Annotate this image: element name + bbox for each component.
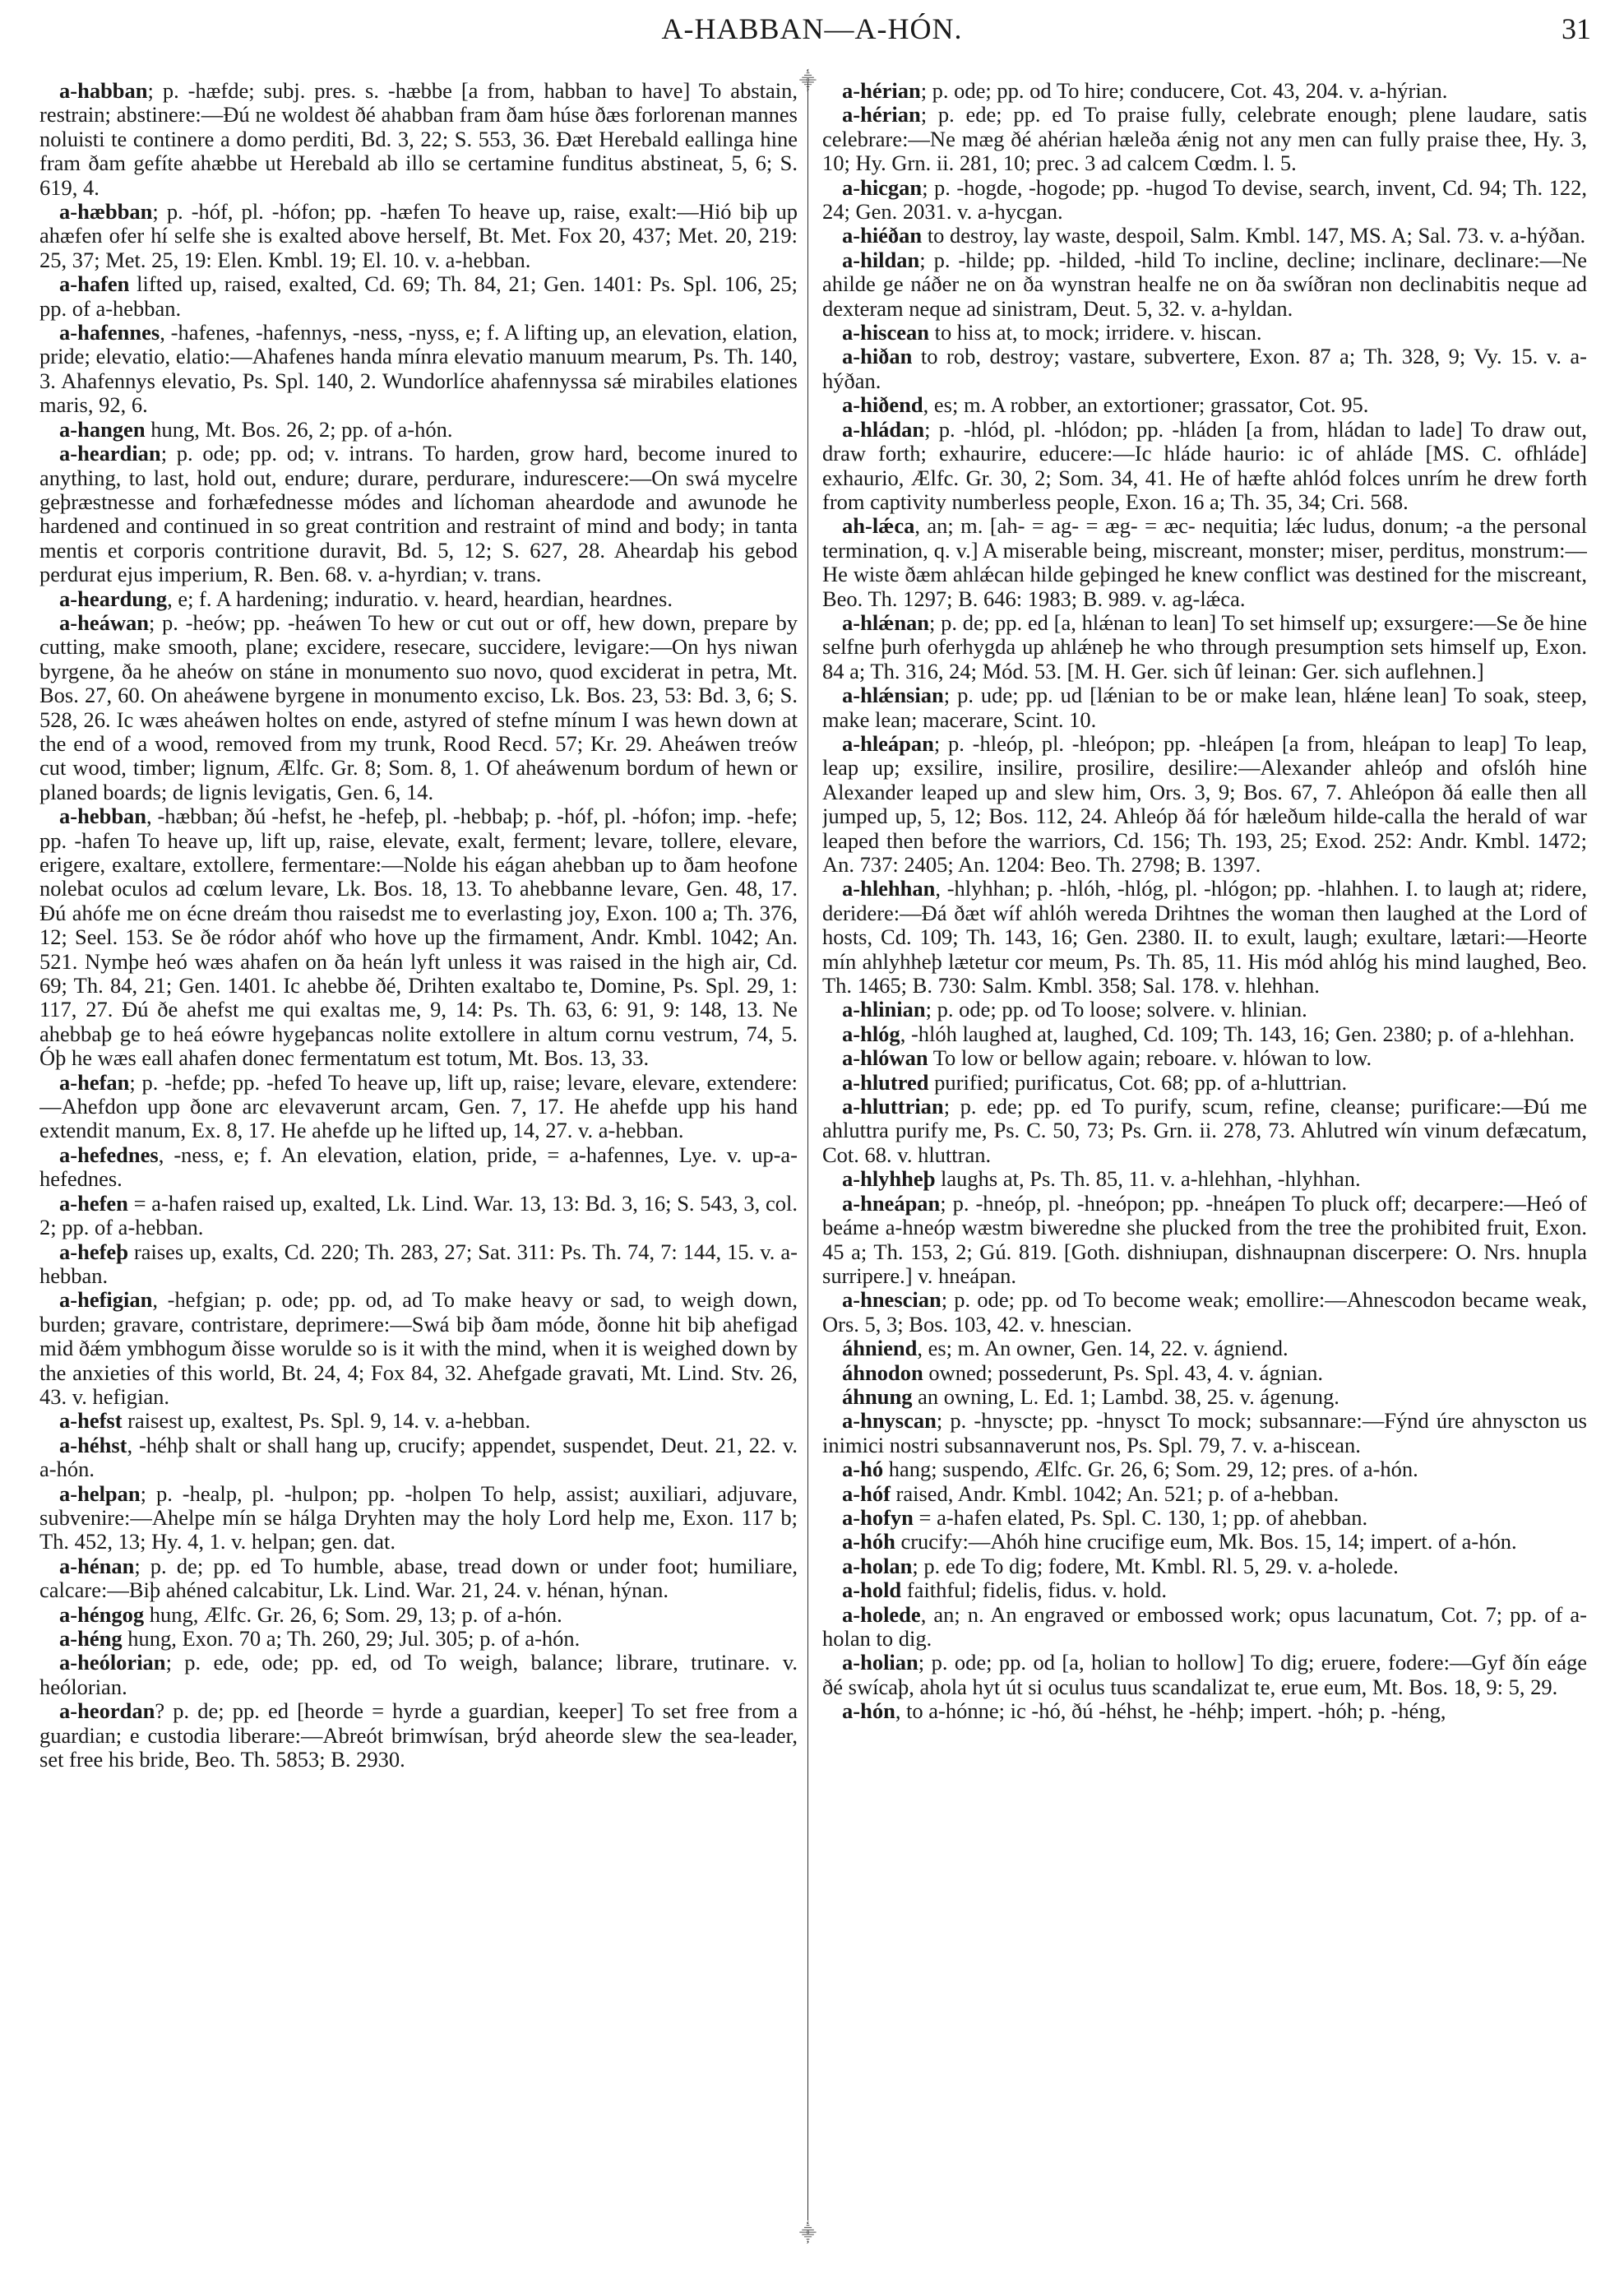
entry-definition: ; p. ede To dig; fodere, Mt. Kmbl. Rl. 5, 29. v. a-holede.	[912, 1553, 1399, 1578]
dictionary-entry	[822, 393, 1587, 417]
headword: a-hefednes	[59, 1142, 159, 1167]
headword: a-helpan	[59, 1480, 141, 1506]
dictionary-entry	[39, 418, 798, 442]
dictionary-entry	[822, 1482, 1587, 1506]
dictionary-entry	[822, 1288, 1587, 1337]
headword: a-heardian	[59, 441, 161, 466]
dictionary-entry	[39, 79, 798, 200]
entry-definition: , an; n. An engraved or embossed work; opus lacunatum, Cot. 7; pp. of a-holan to dig.	[822, 1601, 1587, 1651]
entry-definition: ; p. -hlód, pl. -hlódon; pp. -hláden [a from, hládan to lade] To draw out, draw forth; exhaurire, educere:—Ic hláde haurio: ic of ahláde [MS. C. ofhláde] exhaurio, Ælfc. Gr. 30, 2; Som. 34, 41. He of hæfte ahlód folces unrím he drew forth from captivity numberless people, Exon. 16 a; Th. 35, 34; Cri. 568.	[822, 416, 1587, 514]
headword: a-holan	[842, 1553, 913, 1578]
headword: a-heordan	[59, 1698, 155, 1724]
page-header	[0, 12, 1624, 53]
entry-definition: = a-hafen elated, Ps. Spl. C. 130, 1; pp. of ahebban.	[913, 1504, 1368, 1530]
headword: a-hnescian	[842, 1287, 942, 1313]
entry-definition: ; p. de; pp. ed To humble, abase, tread down or under foot; humiliare, calcare:—Biþ ahéned calcabitur, Lk. Lind. War. 21, 24. v. hénan, hýnan.	[39, 1553, 798, 1603]
headword: a-hæbban	[59, 199, 153, 225]
dictionary-entry	[822, 1022, 1587, 1046]
headword: a-hneápan	[842, 1190, 941, 1216]
entry-definition: hung, Ælfc. Gr. 26, 6; Som. 29, 13; p. of a-hón.	[144, 1601, 562, 1627]
entry-definition: raisest up, exaltest, Ps. Spl. 9, 14. v. a-hebban.	[122, 1408, 531, 1434]
headword: a-héhst	[59, 1432, 127, 1457]
ornament-bottom-icon: ⸎	[799, 2225, 817, 2243]
entry-definition: ; p. ode; pp. od; v. intrans. To harden, grow hard, become inured to anything, to last, hold out, endure; durare, perdurare, indurescere:—On swá mycelre geþræstnesse and forhæfednesse módes and líchoman aheardode and awunode he hardened and continued in so great contrition and restraint of mind and body; in tanta mentis et corporis contritione duravit, Bd. 5, 12; S. 627, 28. Aheardaþ his gebod perdurat ejus imperium, R. Ben. 68. v. a-hyrdian; v. trans.	[39, 441, 798, 587]
headword: a-hafen	[59, 271, 130, 297]
headword: a-hérian	[842, 79, 921, 103]
headword: a-hangen	[59, 416, 146, 442]
dictionary-entry	[39, 611, 798, 804]
headword: a-hleápan	[842, 730, 934, 756]
headword: a-hnyscan	[842, 1408, 937, 1434]
page-number: 31	[1562, 12, 1591, 45]
entry-definition: ; p. ede, ode; pp. ed, od To weigh, balance; librare, trutinare. v. heólorian.	[39, 1650, 798, 1699]
dictionary-entry	[39, 272, 798, 321]
headword: a-hefen	[59, 1190, 128, 1216]
right-column	[822, 79, 1587, 2242]
dictionary-entry	[39, 1482, 798, 1554]
headword: a-habban	[59, 79, 148, 103]
headword: a-hefst	[59, 1408, 123, 1434]
dictionary-entry	[822, 1337, 1587, 1360]
entry-definition: , -hæbban; ðú -hefst, he -hefeþ, pl. -hebbaþ; p. -hóf, pl. -hófon; imp. -hefe; pp. -hafen To heave up, lift up, raise, elevate, exalt, ferment; levare, tollere, elevare, erigere, exaltare, extollere, fermentare:—Nolde his eágan ahebban up to ðam heofone nolebat oculos ad cœlum levare, Lk. Bos. 18, 13. To ahebbanne levare, Gen. 48, 17. Ðú ahófe me on écne dreám thou raisedst me to everlasting joy, Exon. 100 a; Th. 376, 12; Seel. 153. Se ðe ródor ahóf who hove up the firmament, Andr. Kmbl. 1042; An. 521. Nymþe heó wæs ahafen on ða heán lyft unless it was raised in the high air, Cd. 69; Th. 84, 21; Gen. 1401. Ic ahebbe ðé, Drihten exaltabo te, Domine, Ps. Spl. 29, 1: 117, 27. Ðú ðe ahefst me qui exaltas me, 9, 14: Ps. Th. 63, 6: 91, 9: 148, 13. Ne ahebbaþ ge to heá eówre hygeþancas nolite extollere in altum cornu vestrum, 74, 5. Óþ he wæs eall ahafen donec fermentatum est totum, Mt. Bos. 13, 33.	[39, 804, 798, 1071]
entry-definition: , e; f. A hardening; induratio. v. heard, heardian, heardnes.	[167, 586, 673, 611]
entry-definition: , -hefgian; p. ode; pp. od, ad To make heavy or sad, to weigh down, burden; gravare, contristare, deprimere:—Swá biþ ðam móde, ðonne hit biþ ahefigad mid ðǽm ymbhogum ðisse worulde so is it with the mind, when it is weighed down by the anxieties of this world, Bt. 24, 4; Fox 84, 32. Ahefgade gravati, Mt. Lind. Stv. 26, 43. v. hefigian.	[39, 1287, 798, 1409]
ornament-top-icon: ⸎	[799, 72, 817, 90]
headword: áhnung	[842, 1383, 913, 1409]
dictionary-entry	[822, 611, 1587, 683]
headword: a-hiðend	[842, 392, 923, 418]
dictionary-entry	[39, 1651, 798, 1699]
headword: a-hlǽnsian	[842, 683, 944, 708]
dictionary-entry	[39, 1143, 798, 1192]
dictionary-entry	[822, 1385, 1587, 1409]
headword: áhniend	[842, 1336, 918, 1361]
headword: a-hofyn	[842, 1504, 914, 1530]
headword: a-héng	[59, 1626, 123, 1651]
dictionary-entry	[822, 248, 1587, 321]
entry-definition: purified; purificatus, Cot. 68; pp. of a-hluttrian.	[928, 1069, 1348, 1095]
dictionary-entry	[822, 1651, 1587, 1699]
headword: a-hlóg	[842, 1021, 900, 1046]
dictionary-entry	[39, 1192, 798, 1240]
entry-definition: an owning, L. Ed. 1; Lambd. 38, 25. v. ágenung.	[912, 1383, 1339, 1409]
entry-definition: To low or bellow again; reboare. v. hlówan to low.	[928, 1045, 1372, 1071]
dictionary-entry	[822, 1095, 1587, 1167]
dictionary-entry	[822, 732, 1587, 877]
headword: a-hó	[842, 1457, 884, 1482]
entry-definition: , es; m. A robber, an extortioner; grassator, Cot. 95.	[923, 392, 1369, 418]
dictionary-entry	[39, 1554, 798, 1603]
entry-definition: , -hlyhhan; p. -hlóh, -hlóg, pl. -hlógon; pp. -hlahhen. I. to laugh at; ridere, deridere:—Ðá ðæt wíf ahlóh wereda Drihtnes the woman then laughed at the Lord of hosts, Cd. 109; Th. 143, 16; Gen. 2380. II. to exult, laugh; exultare, lætari:—Heorte mín ahlyhheþ lætetur cor meum, Ps. Th. 85, 11. His mód ahlóg his mind laughed, Beo. Th. 1465; B. 730: Salm. Kmbl. 358; Sal. 178. v. hlehhan.	[822, 876, 1587, 998]
entry-definition: to hiss at, to mock; irridere. v. hiscan.	[929, 320, 1262, 345]
dictionary-entry	[39, 1409, 798, 1433]
headword: a-hlinian	[842, 997, 926, 1022]
entry-definition: ; p. -healp, pl. -hulpon; pp. -holpen To help, assist; auxiliari, adjuvare, subvenire:—Ahelpe mín se hálga Dryhten may the holy Lord help me, Exon. 117 b; Th. 452, 13; Hy. 4, 1. v. helpan; gen. dat.	[39, 1480, 798, 1554]
headword: a-hlehhan	[842, 876, 936, 901]
entry-definition: faithful; fidelis, fidus. v. hold.	[901, 1577, 1168, 1603]
entry-definition: to rob, destroy; vastare, subvertere, Exon. 87 a; Th. 328, 9; Vy. 15. v. a-hýðan.	[822, 344, 1587, 393]
dictionary-entry	[822, 321, 1587, 345]
dictionary-entry	[39, 1240, 798, 1289]
dictionary-entry	[822, 79, 1587, 103]
headword: a-héngog	[59, 1601, 145, 1627]
dictionary-entry	[39, 1699, 798, 1772]
dictionary-entry	[39, 1288, 798, 1409]
headword: ah-lǽca	[842, 513, 915, 539]
dictionary-entry	[822, 1603, 1587, 1652]
entry-definition: ; p. ode; pp. od To loose; solvere. v. hlinian.	[925, 997, 1307, 1022]
headword: a-hildan	[842, 247, 920, 272]
entry-definition: , -hafenes, -hafennys, -ness, -nyss, e; f. A lifting up, an elevation, elation, pride; elevatio, elatio:—Ahafenes handa mínra elevatio manuum mearum, Ps. Th. 140, 3. Ahafennys elevatio, Ps. Spl. 140, 2. Wundorlíce ahafennyssa sǽ mirabiles elationes maris, 92, 6.	[39, 320, 798, 418]
entry-definition: ; p. ode; pp. od To hire; conducere, Cot. 43, 204. v. a-hýrian.	[920, 79, 1448, 103]
entry-definition: = a-hafen raised up, exalted, Lk. Lind. War. 13, 13: Bd. 3, 16; S. 543, 3, col. 2; pp. of a-hebban.	[39, 1190, 798, 1240]
entry-definition: ; p. -hleóp, pl. -hleópon; pp. -hleápen [a from, hleápan to leap] To leap, leap up; exsilire, insilire, prosilire, desilire:—Alexander ahleóp and ofslóh hine Alexander leaped up and slew him, Ors. 3, 9; Bos. 67, 7. Ahleópon ðá ealle then all jumped up, 5, 12; Bos. 112, 24. Ahleóp ðá fór hæleðum hilde-calla the herald of war leaped then before the warriors, Cd. 156; Th. 193, 25; Exod. 252: Andr. Kmbl. 1472; An. 737: 2405; An. 1204: Beo. Th. 2798; B. 1397.	[822, 730, 1587, 877]
entry-definition: hung, Mt. Bos. 26, 2; pp. of a-hón.	[145, 416, 453, 442]
column-divider	[807, 82, 808, 2221]
dictionary-entry	[822, 514, 1587, 611]
headword: a-hóf	[842, 1480, 891, 1506]
entry-definition: ; p. de; pp. ed [a, hlǽnan to lean] To set himself up; exsurgere:—Se ðe hine selfne þurh oferhygda up ahlǽneþ he who through presumption sets himself up, Exon. 84 a; Th. 316, 24; Mód. 53. [M. H. Ger. sich ûf leinan: Ger. sich auflehnen.]	[822, 609, 1587, 683]
headword: a-hlǽnan	[842, 609, 930, 635]
headword: a-holian	[842, 1650, 918, 1675]
headword: a-hón	[842, 1698, 895, 1724]
dictionary-entry	[822, 1457, 1587, 1481]
dictionary-entry	[822, 1699, 1587, 1723]
headword: a-hefeþ	[59, 1239, 128, 1264]
dictionary-entry	[39, 200, 798, 272]
entry-definition: , -ness, e; f. An elevation, elation, pride, = a-hafennes, Lye. v. up-a-hefednes.	[39, 1142, 798, 1192]
running-title: A-HABBAN—A-HÓN.	[661, 12, 963, 45]
headword: a-hiéðan	[842, 223, 923, 248]
dictionary-entry	[39, 1603, 798, 1627]
headword: a-hiscean	[842, 320, 929, 345]
headword: a-hiðan	[842, 344, 913, 369]
entry-definition: ; p. ude; pp. ud [lǽnian to be or make lean, hlǽne lean] To soak, steep, make lean; macerare, Scint. 10.	[822, 683, 1587, 732]
headword: a-hluttrian	[842, 1094, 944, 1119]
dictionary-entry	[39, 442, 798, 586]
dictionary-entry	[822, 877, 1587, 998]
dictionary-entry	[822, 1071, 1587, 1095]
dictionary-entry	[822, 1167, 1587, 1191]
headword: a-hebban	[59, 804, 147, 829]
dictionary-entry	[39, 587, 798, 611]
entry-definition: ; p. -hogde, -hogode; pp. -hugod To devise, search, invent, Cd. 94; Th. 122, 24; Gen. 2031. v. a-hycgan.	[822, 174, 1587, 225]
entry-definition: ; p. -hæfde; subj. pres. s. -hæbbe [a from, habban to have] To abstain, restrain; abstinere:—Ðú ne woldest ðé ahabban fram ðam húse ðæs forlorenan mannes noluisti te continere a domo perditi, Bd. 3, 22; S. 553, 36. Ðæt Herebald eallinga hine fram ðam gefíte ahæbbe ut Herebald ab illo se certamine funditus abstineat, 5, 6; S. 619, 4.	[39, 79, 798, 200]
headword: a-hafennes	[59, 320, 160, 345]
entry-definition: ; p. -hneóp, pl. -hneópon; pp. -hneápen To pluck off; decarpere:—Heó of beáme a-hneóp wæstm biweredne she plucked from the tree the prohibited fruit, Exon. 45 a; Th. 153, 2; Gú. 819. [Goth. dishniupan, dishnaupnan discerpere: O. Nrs. hnupla surripere.] v. hneápan.	[822, 1190, 1587, 1288]
entry-definition: crucify:—Ahóh hine crucifige eum, Mk. Bos. 15, 14; impert. of a-hón.	[895, 1529, 1517, 1554]
dictionary-entry	[39, 321, 798, 418]
headword: a-holede	[842, 1601, 921, 1627]
entry-definition: , -héhþ shalt or shall hang up, crucify; appendet, suspendet, Deut. 21, 22. v. a-hón.	[39, 1432, 798, 1482]
entry-definition: , an; m. [ah- = ag- = æg- = æc- nequitia; lǽc ludus, donum; -a the personal termination, q. v.] A miserable being, miscreant, monster; miser, perditus, monstrum:—He wiste ðæm ahlǽcan hilde geþinged he knew conflict was destined for the miscreant, Beo. Th. 1297; B. 646: 1983; B. 989. v. ag-lǽca.	[822, 513, 1587, 611]
dictionary-entry	[822, 176, 1587, 225]
dictionary-entry	[822, 103, 1587, 175]
dictionary-entry	[39, 1627, 798, 1651]
entry-definition: to destroy, lay waste, despoil, Salm. Kmbl. 147, MS. A; Sal. 73. v. a-hýðan.	[922, 223, 1586, 248]
dictionary-entry	[39, 1071, 798, 1143]
headword: a-hefigian	[59, 1287, 153, 1313]
dictionary-entry	[39, 804, 798, 1070]
headword: áhnodon	[842, 1360, 923, 1385]
dictionary-entry	[822, 998, 1587, 1022]
entry-definition: ; p. -hilde; pp. -hilded, -hild To incline, decline; inclinare, declinare:—Ne ahilde ge náðer ne on ða wynstran healfe ne on ða swíðran non declinabitis neque ad dexteram neque ad sinistram, Deut. 5, 32. v. a-hyldan.	[822, 247, 1587, 321]
entry-definition: ? p. de; pp. ed [heorde = hyrde a guardian, keeper] To set free from a guardian; e custodia liberare:—Abreót brimwísan, brýd aheorde slew the sea-leader, set free his bride, Beo. Th. 5853; B. 2930.	[39, 1698, 798, 1772]
entry-definition: , es; m. An owner, Gen. 14, 22. v. ágniend.	[917, 1336, 1289, 1361]
entry-definition: ; p. -hnyscte; pp. -hnysct To mock; subsannare:—Fýnd úre ahnyscton us inimici nostri subsannaverunt nos, Ps. Spl. 79, 7. v. a-hiscean.	[822, 1408, 1587, 1457]
dictionary-entry	[822, 1192, 1587, 1289]
entry-definition: hung, Exon. 70 a; Th. 260, 29; Jul. 305; p. of a-hón.	[122, 1626, 581, 1651]
headword: a-hefan	[59, 1069, 130, 1095]
headword: a-hlutred	[842, 1069, 929, 1095]
entry-definition: raised, Andr. Kmbl. 1042; An. 521; p. of a-hebban.	[890, 1480, 1339, 1506]
entry-definition: ; p. -heów; pp. -heáwen To hew or cut out or off, hew down, prepare by cutting, make smooth, plane; excidere, resecare, succidere, levigare:—On hys niwan byrgene, ða he aheów on stáne in monumento suo novo, quod exciderat in petra, Mt. Bos. 27, 60. On aheáwene byrgene in monumento exciso, Lk. Bos. 23, 53: Bd. 3, 6; S. 528, 26. Ic wæs aheáwen holtes on ende, astyred of stefne mínum I was hewn down at the end of a wood, removed from my trunk, Rood Recd. 57; Kr. 29. Aheáwen treów cut wood, timber; lignum, Ælfc. Gr. 8; Som. 8, 1. Of aheáwenum bordum of hewn or planed boards; de lignis levigatis, Gen. 6, 14.	[39, 609, 798, 804]
dictionary-entry	[822, 1506, 1587, 1530]
entry-definition: raises up, exalts, Cd. 220; Th. 283, 27; Sat. 311: Ps. Th. 74, 7: 144, 15. v. a-hebban.	[39, 1239, 798, 1288]
dictionary-entry	[822, 1361, 1587, 1385]
headword: a-hóh	[842, 1529, 895, 1554]
dictionary-entry	[39, 1434, 798, 1482]
entry-definition: ; p. ede; pp. ed To purify, scum, refine, cleanse; purificare:—Ðú me ahluttra purify me, Ps. C. 50, 73; Ps. Grn. ii. 278, 73. Ahlutred wín vinum defæcatum, Cot. 68. v. hluttran.	[822, 1094, 1587, 1167]
entry-definition: ; p. ede; pp. ed To praise fully, celebrate enough; plene laudare, satis celebrare:—Ne mæg ðé ahérian hæleða ǽnig not any men can fully praise thee, Hy. 3, 10; Hy. Grn. ii. 281, 10; prec. 3 ad calcem Cœdm. l. 5.	[822, 102, 1587, 176]
headword: a-hold	[842, 1577, 902, 1603]
dictionary-entry	[822, 418, 1587, 515]
dictionary-entry	[822, 1554, 1587, 1578]
headword: a-hlówan	[842, 1045, 928, 1071]
entry-definition: ; p. ode; pp. od [a, holian to hollow] To dig; eruere, fodere:—Gyf ðín eáge ðé swícaþ, ahola hyt út si oculus tuus scandalizat te, erue eum, Mt. Bos. 18, 9: 5, 29.	[822, 1650, 1587, 1699]
dictionary-entry	[822, 1046, 1587, 1070]
headword: a-heáwan	[59, 609, 149, 635]
headword: a-hlyhheþ	[842, 1166, 936, 1192]
entry-definition: ; p. -hóf, pl. -hófon; pp. -hæfen To heave up, raise, exalt:—Hió biþ up ahæfen ofer hí selfe she is exalted above herself, Bt. Met. Fox 20, 437; Met. 20, 219: 25, 37; Met. 25, 19: Elen. Kmbl. 19; El. 10. v. a-hebban.	[39, 199, 798, 272]
entry-definition: , -hlóh laughed at, laughed, Cd. 109; Th. 143, 16; Gen. 2380; p. of a-hlehhan.	[900, 1021, 1575, 1046]
entry-definition: , to a-hónne; ic -hó, ðú -héhst, he -héhþ; impert. -hóh; p. -héng,	[895, 1698, 1446, 1724]
headword: a-hérian	[842, 102, 921, 127]
dictionary-entry	[822, 224, 1587, 248]
headword: a-hicgan	[842, 174, 923, 200]
headword: a-hládan	[842, 416, 925, 442]
headword: a-heólorian	[59, 1650, 166, 1675]
dictionary-entry	[822, 1530, 1587, 1554]
headword: a-hénan	[59, 1553, 135, 1578]
dictionary-entry	[822, 1578, 1587, 1602]
dictionary-entry	[822, 683, 1587, 732]
headword: a-heardung	[59, 586, 168, 611]
dictionary-entry	[822, 345, 1587, 393]
entry-definition: ; p. ode; pp. od To become weak; emollire:—Ahnescodon became weak, Ors. 5, 3; Bos. 103, 42. v. hnescian.	[822, 1287, 1587, 1337]
dictionary-entry	[822, 1409, 1587, 1457]
entry-definition: ; p. -hefde; pp. -hefed To heave up, lift up, raise; levare, elevare, extendere:—Ahefdon upp ðone arc elevaverunt arcam, Gen. 7, 17. He ahefde upp his hand extendit manum, Ex. 8, 17. He ahefde up he lifted up, 14, 27. v. a-hebban.	[39, 1069, 798, 1143]
left-column	[39, 79, 798, 2242]
entry-definition: hang; suspendo, Ælfc. Gr. 26, 6; Som. 29, 12; pres. of a-hón.	[883, 1457, 1418, 1482]
entry-definition: laughs at, Ps. Th. 85, 11. v. a-hlehhan, -hlyhhan.	[935, 1166, 1361, 1192]
entry-definition: owned; possederunt, Ps. Spl. 43, 4. v. ágnian.	[923, 1360, 1323, 1385]
entry-definition: lifted up, raised, exalted, Cd. 69; Th. 84, 21; Gen. 1401: Ps. Spl. 106, 25; pp. of a-hebban.	[39, 271, 798, 321]
